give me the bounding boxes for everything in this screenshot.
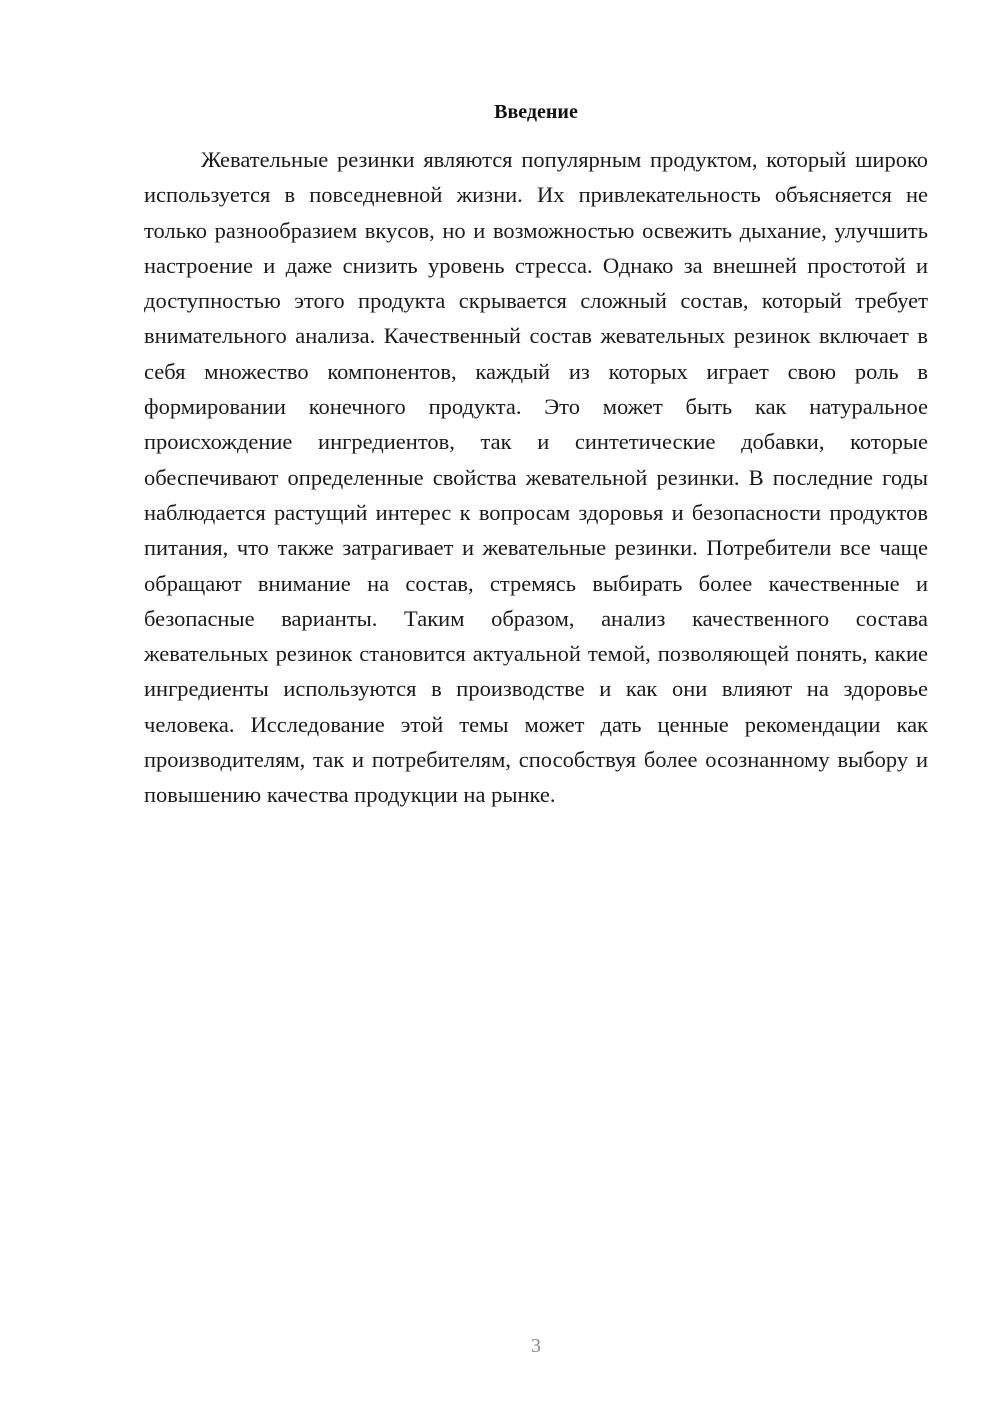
body-paragraph: Жевательные резинки являются популярным продуктом, который широко используется в повседневной жизни. Их привлекательность объясняется не только разнообразием вкусов, но и возможностью освежить дыхание, улучшить настроение и даже снизить уровень стресса. Однако за внешней простотой и доступностью этого продукта скрывается сложный состав, который требует внимательного анализа. Качественный состав жевательных резинок включает в себя множество компонентов, каждый из которых играет свою роль в формировании конечного продукта. Это может быть как натуральное происхождение ингредиентов, так и синтетические добавки, которые обеспечивают определенные свойства жевательной резинки. В последние годы наблюдается растущий интерес к вопросам здоровья и безопасности продуктов питания, что также затрагивает и жевательные резинки. Потребители все чаще обращают внимание на состав, стремясь выбирать более качественные и безопасные варианты. Таким образом, анализ качественного состава жевательных резинок становится актуальной темой, позволяющей понять, какие ингредиенты используются в производстве и как они влияют на здоровье человека. Исследование этой темы может дать ценные рекомендации как производителям, так и потребителям, способствуя более осознанному выбору и повышению качества продукции на рынке. xyxy=(144,147,928,808)
section-heading: Введение xyxy=(494,101,578,123)
page-number: 3 xyxy=(531,1335,541,1357)
